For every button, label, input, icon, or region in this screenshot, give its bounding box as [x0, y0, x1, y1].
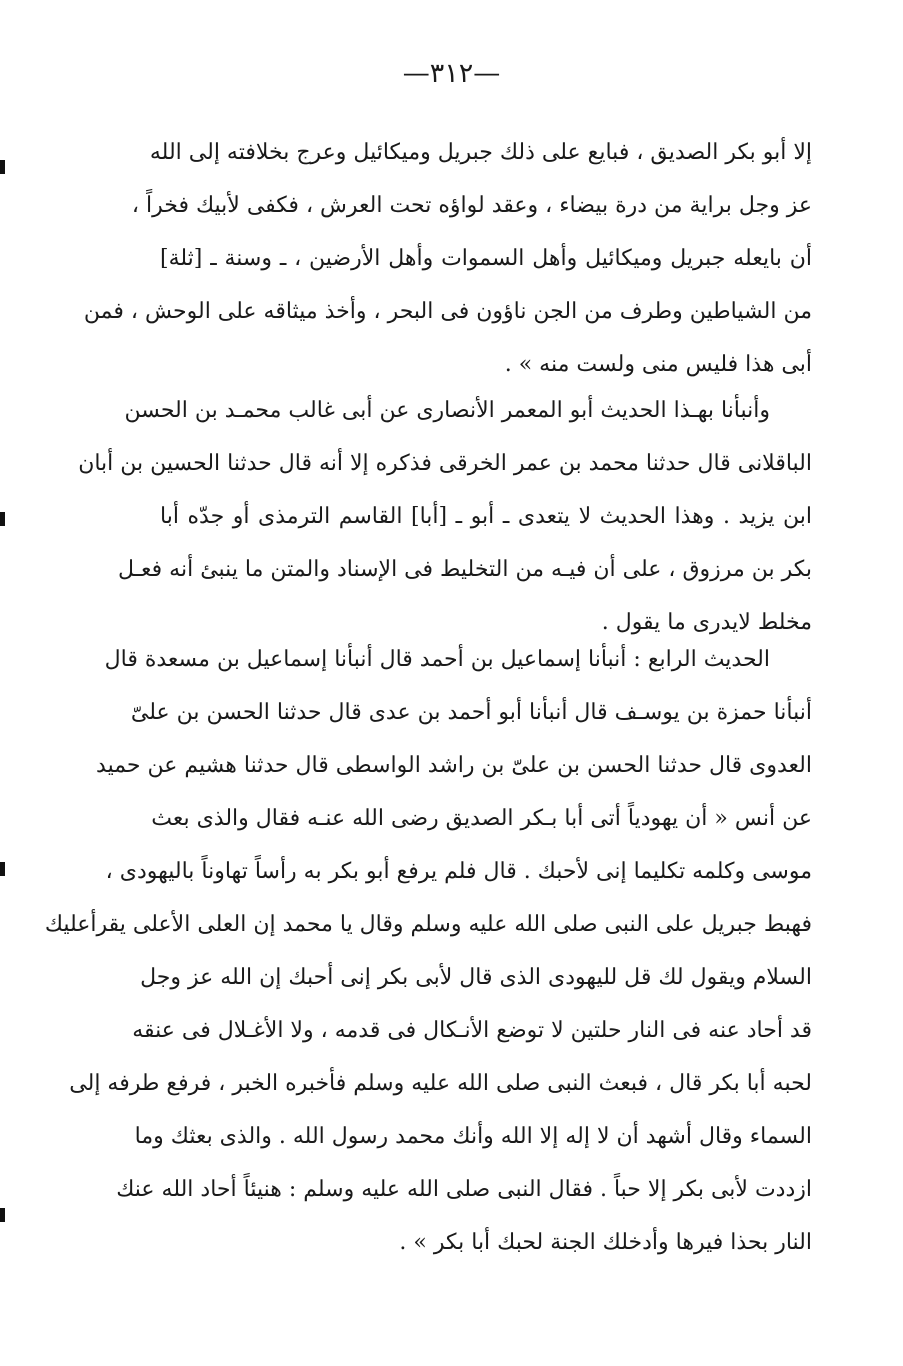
paragraph-line: قد أحاد عنه فى النار حلتين لا توضع الأنـكال فى قدمه ، ولا الأغـلال فى عنقه [132, 1018, 812, 1043]
paragraph-line: موسى وكلمه تكليما إنى لأحبك . قال فلم يرفع أبو بكر به رأساً تهاوناً باليهودى ، [105, 859, 812, 884]
margin-mark [0, 1208, 5, 1222]
margin-mark [0, 512, 5, 526]
paragraph-line: فهبط جبريل على النبى صلى الله عليه وسلم وقال يا محمد إن العلى الأعلى يقرأعليك [44, 912, 812, 937]
paragraph-line: أبى هذا فليس منى ولست منه » . [504, 352, 812, 377]
paragraph-line: ازددت لأبى بكر إلا حباً . فقال النبى صلى الله عليه وسلم : هنيئاً أحاد الله عنك [116, 1177, 812, 1202]
paragraph-line: إلا أبو بكر الصديق ، فبايع على ذلك جبريل وميكائيل وعرج بخلافته إلى الله [149, 140, 812, 165]
paragraph-line: لحبه أبا بكر قال ، فبعث النبى صلى الله عليه وسلم فأخبره الخبر ، فرفع طرفه إلى [69, 1071, 812, 1096]
paragraph-line: بكر بن مرزوق ، على أن فيـه من التخليط فى الإسناد والمتن ما ينبئ أنه فعـل [117, 557, 812, 582]
paragraph-line: من الشياطين وطرف من الجن ناؤون فى البحر ، وأخذ ميثاقه على الوحش ، فمن [83, 299, 812, 324]
paragraph-line: مخلط لايدرى ما يقول . [601, 610, 812, 635]
margin-mark [0, 160, 5, 174]
paragraph-line: ابن يزيد . وهذا الحديث لا يتعدى ـ أبو ـ [أبا] القاسم الترمذى أو جدّه أبا [160, 504, 812, 529]
page-number: —٣١٢— [402, 58, 501, 89]
paragraph-line: وأنبأنا بهـذا الحديث أبو المعمر الأنصارى عن أبى غالب محمـد بن الحسن [124, 398, 770, 423]
paragraph-line: النار بحذا فيرها وأدخلك الجنة لحبك أبا بكر » . [399, 1230, 812, 1255]
paragraph-line: عز وجل براية من درة بيضاء ، وعقد لواؤه تحت العرش ، فكفى لأبيك فخراً ، [131, 193, 812, 218]
paragraph-line: السلام ويقول لك قل لليهودى الذى قال لأبى بكر إنى أحبك إن الله عز وجل [140, 965, 812, 990]
paragraph-line: أنبأنا حمزة بن يوسـف قال أنبأنا أبو أحمد بن عدى قال حدثنا الحسن بن علىّ [130, 700, 812, 725]
paragraph-3 [44, 633, 812, 1269]
paragraph-1 [83, 126, 812, 391]
paragraph-2 [78, 384, 812, 649]
paragraph-line: السماء وقال أشهد أن لا إله إلا الله وأنك محمد رسول الله . والذى بعثك وما [134, 1124, 812, 1149]
margin-mark [0, 862, 5, 876]
paragraph-line: عن أنس « أن يهودياً أتى أبا بـكر الصديق رضى الله عنـه فقال والذى بعث [151, 806, 812, 831]
paragraph-line: أن بايعله جبريل وميكائيل وأهل السموات وأهل الأرضين ، ـ وسنة ـ [ثلة] [160, 246, 812, 271]
paragraph-line: العدوى قال حدثنا الحسن بن علىّ بن راشد الواسطى قال حدثنا هشيم عن حميد [96, 753, 812, 778]
paragraph-line: الحديث الرابع : أنبأنا إسماعيل بن أحمد قال أنبأنا إسماعيل بن مسعدة قال [104, 647, 770, 672]
paragraph-line: الباقلانى قال حدثنا محمد بن عمر الخرقى فذكره إلا أنه قال حدثنا الحسين بن أبان [78, 451, 812, 476]
